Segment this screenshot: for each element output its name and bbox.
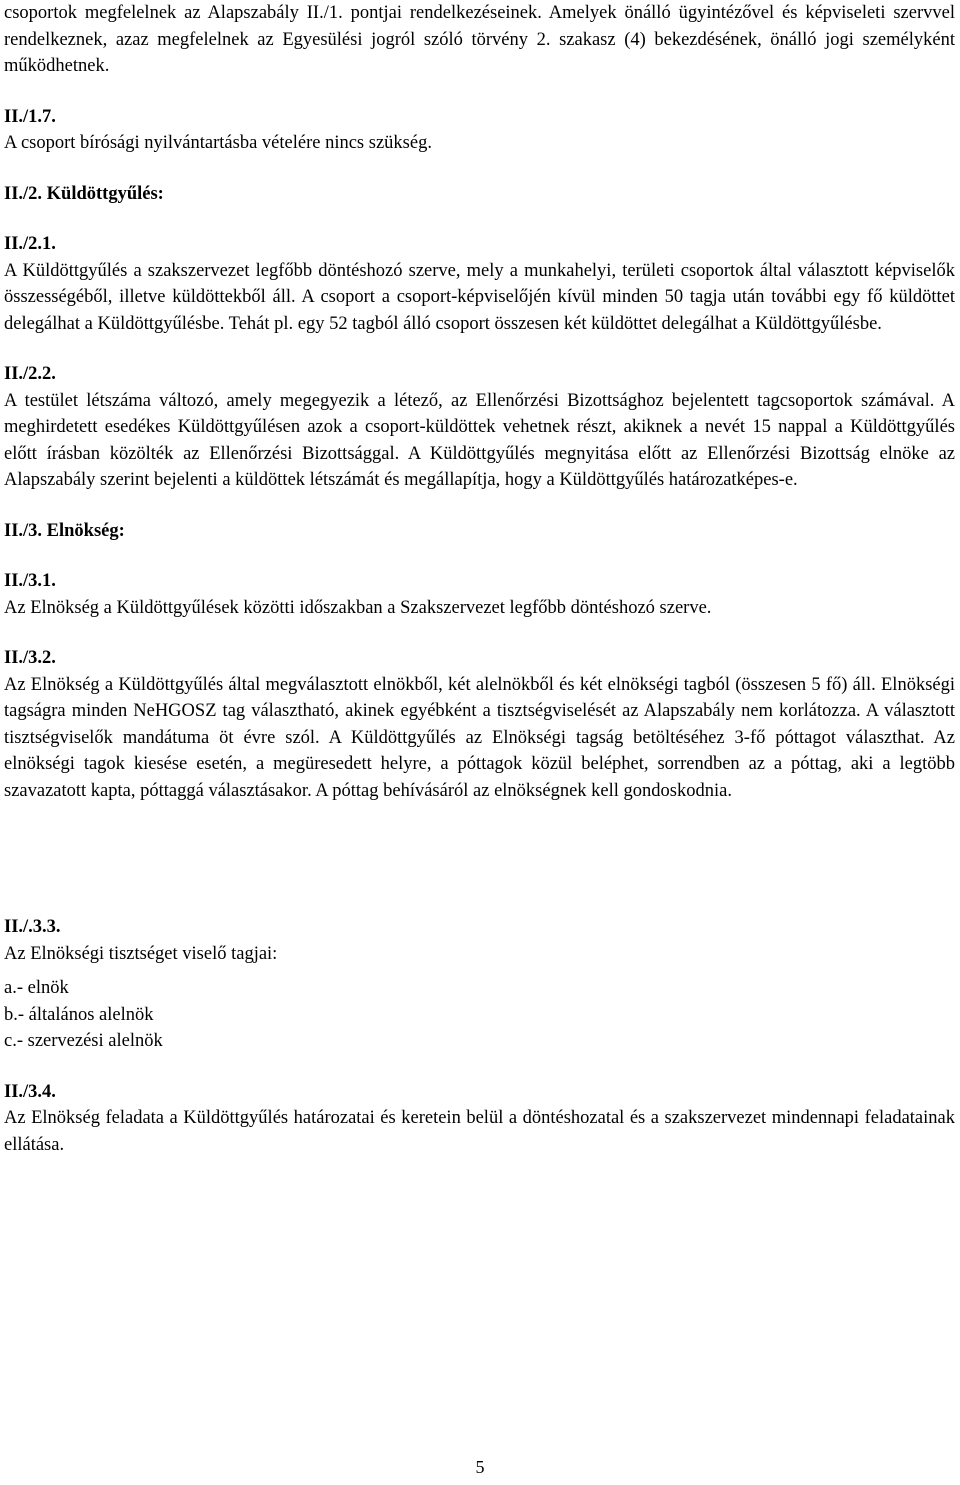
list-item: a.- elnök <box>4 978 69 998</box>
spacer <box>4 337 955 361</box>
spacer <box>4 1055 955 1079</box>
intro-paragraph: csoportok megfelelnek az Alapszabály II./1. pontjai rendelkezéseinek. Amelyek önálló ügyintézővel és képviseleti szervvel rendelkeznek, azaz megfelelnek az Egyesülési jogról szóló törvény 2. szakasz (4) bekezdésének, önálló jogi személyként működhetnek. <box>4 3 955 76</box>
spacer <box>4 804 955 914</box>
section-heading-3-3: II./.3.3. <box>4 917 61 937</box>
section-heading-3: II./3. Elnökség: <box>4 520 125 541</box>
list-item: c.- szervezési alelnök <box>4 1031 163 1051</box>
document-page <box>4 0 955 1158</box>
spacer <box>4 544 955 568</box>
section-text-2-1: A Küldöttgyűlés a szakszervezet legfőbb döntéshozó szerve, mely a munkahelyi, területi csoportok által választott képviselők összességéből, illetve küldöttekből áll. A csoport a csoport-képviselőjén kívül minden 50 tagja után további egy fő küldöttet delegálhat a Küldöttgyűlésbe. Tehát pl. egy 52 tagból álló csoport összesen két küldöttet delegálhat a Küldöttgyűlésbe. <box>4 260 955 334</box>
section-heading-3-4: II./3.4. <box>4 1081 56 1102</box>
list-item: b.- általános alelnök <box>4 1004 154 1025</box>
spacer <box>4 967 955 975</box>
section-heading-2-1: II./2.1. <box>4 234 56 254</box>
section-text-1-7: A csoport bírósági nyilvántartásba vételére nincs szükség. <box>4 133 432 153</box>
spacer <box>4 621 955 645</box>
section-intro-3-3: Az Elnökségi tisztséget viselő tagjai: <box>4 943 278 964</box>
section-text-3-1: Az Elnökség a Küldöttgyűlések közötti időszakban a Szakszervezet legfőbb döntéshozó szerve. <box>4 597 712 618</box>
page-number: 5 <box>475 1457 485 1477</box>
section-heading-3-1: II./3.1. <box>4 571 56 591</box>
section-text-3-4: Az Elnökség feladata a Küldöttgyűlés határozatai és keretein belül a döntéshozatal és a szakszervezet mindennapi feladatainak ellátása. <box>4 1108 955 1155</box>
section-heading-2: II./2. Küldöttgyűlés: <box>4 183 164 204</box>
section-text-3-2: Az Elnökség a Küldöttgyűlés által megválasztott elnökből, két alelnökből és két elnökségi tagból (összesen 5 fő) áll. Elnökségi tagságra minden NeHGOSZ tag választható, akinek egyébként a tisztségviselését az Alapszabály nem korlátozza. A választott tisztségviselők mandátuma öt évre szól. A Küldöttgyűlés az Elnökségi tagság betöltéséhez 3-fő póttagot választhat. Az elnökségi tagok kiesése esetén, a megüresedett helyre, a póttagok közül beléphet, sorrendben az a póttag, aki a legtöbb szavazatott kapta, póttaggá választásakor. A póttag behívásáról az elnökségnek kell gondoskodnia. <box>4 674 955 801</box>
section-heading-1-7: II./1.7. <box>4 106 56 127</box>
section-heading-3-2: II./3.2. <box>4 648 56 668</box>
spacer <box>4 494 955 518</box>
spacer <box>4 207 955 231</box>
section-heading-2-2: II./2.2. <box>4 364 56 384</box>
section-text-2-2: A testület létszáma változó, amely megegyezik a létező, az Ellenőrzési Bizottsághoz bejelentett tagcsoportok számával. A meghirdetett esedékes Küldöttgyűlésen azok a csoport-küldöttek vehetnek részt, akiknek a nevét 15 nappal a Küldöttgyűlés előtt írásban közölték az Ellenőrzési Bizottsággal. A Küldöttgyűlés megnyitása előtt az Ellenőrzési Bizottság elnöke az Alapszabály szerint bejelenti a küldöttek létszámát és megállapítja, hogy a Küldöttgyűlés határozatképes-e. <box>4 390 955 490</box>
spacer <box>4 80 955 104</box>
spacer <box>4 157 955 181</box>
